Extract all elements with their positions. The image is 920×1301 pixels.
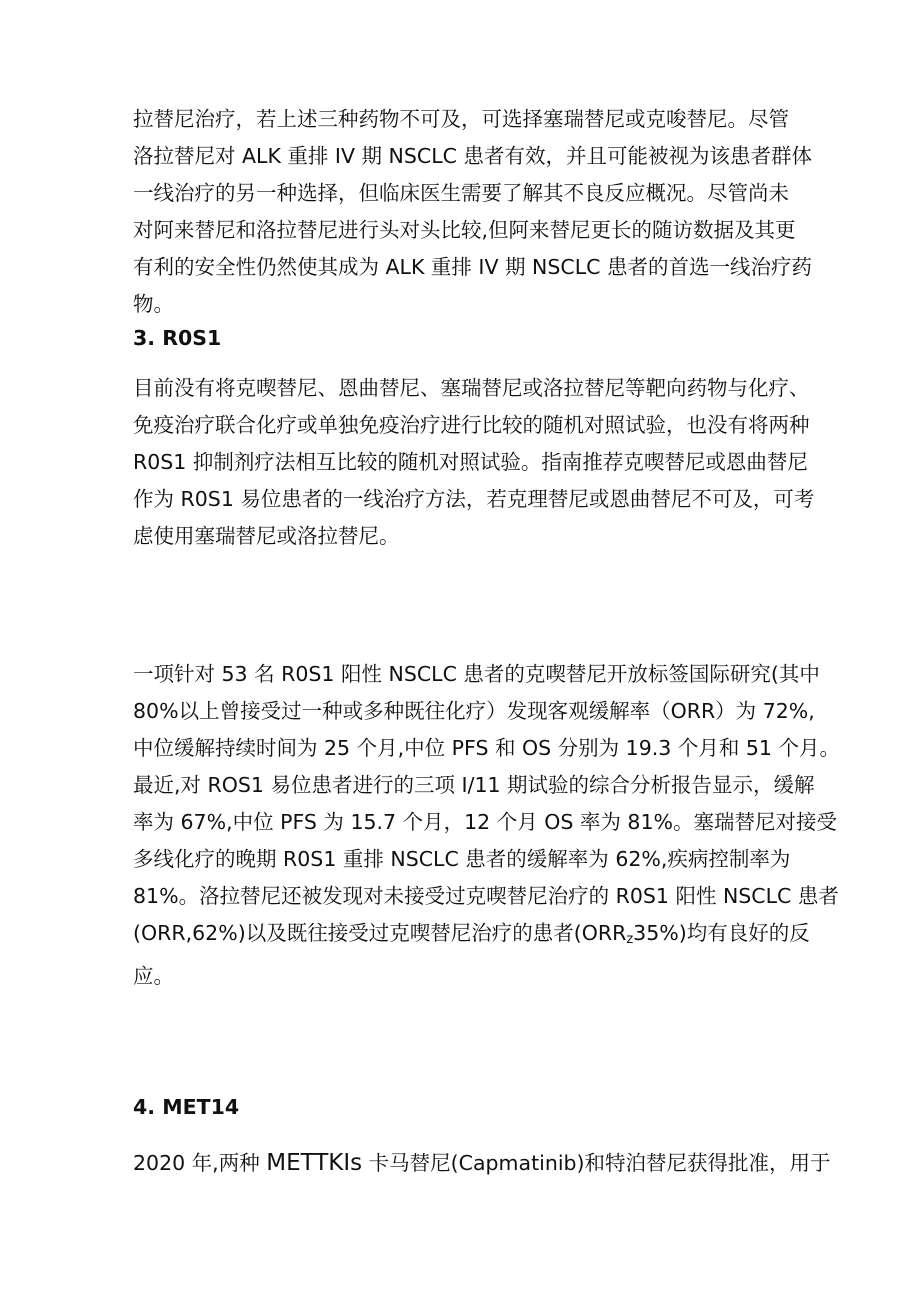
text-line: 作为 R0S1 易位患者的一线治疗方法，若克理替尼或恩曲替尼不可及，可考 [133, 487, 815, 511]
text-line: 对阿来替尼和洛拉替尼进行头对头比较,但阿来替尼更长的随访数据及其更 [133, 218, 796, 242]
paragraph-alk [133, 101, 812, 323]
text-line: 虑使用塞瑞替尼或洛拉替尼。 [133, 524, 400, 548]
text-line: 多线化疗的晚期 R0S1 重排 NSCLC 患者的缓解率为 62%,疾病控制率为 [133, 847, 791, 871]
text-line: 81%。洛拉替尼还被发现对未接受过克喫替尼治疗的 R0S1 阳性 NSCLC 患者 [133, 884, 839, 908]
paragraph-met [133, 1145, 831, 1182]
text-line: 物。 [133, 292, 174, 316]
text-line: 洛拉替尼对 ALK 重排 IV 期 NSCLC 患者有效，并且可能被视为该患者群体 [133, 144, 812, 168]
text-line: 有利的安全性仍然使其成为 ALK 重排 IV 期 NSCLC 患者的首选一线治疗药 [133, 255, 812, 279]
text-line: 拉替尼治疗，若上述三种药物不可及，可选择塞瑞替尼或克唆替尼。尽管 [133, 107, 789, 131]
text-fragment: (ORR,62%)以及既往接受过克喫替尼治疗的患者(ORR [133, 921, 627, 945]
text-line: 应。 [133, 964, 174, 988]
subscript-text: z [626, 932, 634, 947]
heading-text: 4. MET14 [133, 1095, 240, 1119]
text-line [133, 1145, 831, 1182]
text-line: 免疫治疗联合化疗或单独免疫治疗进行比较的随机对照试验，也没有将两种 [133, 413, 810, 437]
text-line: 最近,对 ROS1 易位患者进行的三项 I/11 期试验的综合分析报告显示，缓解 [133, 773, 815, 797]
heading-text: 3. R0S1 [133, 326, 222, 350]
text-fragment-large: METTKIs [266, 1150, 363, 1176]
text-fragment: 卡马替尼(Capmatinib)和特泊替尼获得批准，用于 [362, 1151, 831, 1175]
text-line: 80%以上曾接受过一种或多种既往化疗）发现客观缓解率（ORR）为 72%, [133, 699, 815, 723]
text-line: 率为 67%,中位 PFS 为 15.7 个月，12 个月 OS 率为 81%。塞瑞替尼对接受 [133, 810, 837, 834]
text-fragment: 2020 年,两种 [133, 1151, 267, 1175]
text-line: 中位缓解持续时间为 25 个月,中位 PFS 和 OS 分别为 19.3 个月和 51 个月。 [133, 736, 840, 760]
text-fragment: 35%)均有良好的反 [633, 921, 810, 945]
text-line: R0S1 抑制剂疗法相互比较的随机对照试验。指南推荐克喫替尼或恩曲替尼 [133, 450, 808, 474]
text-line: 一线治疗的另一种选择，但临床医生需要了解其不良反应概况。尽管尚未 [133, 181, 789, 205]
text-line [133, 915, 810, 958]
text-line: 目前没有将克喫替尼、恩曲替尼、塞瑞替尼或洛拉替尼等靶向药物与化疗、 [133, 376, 810, 400]
text-line: 一项针对 53 名 R0S1 阳性 NSCLC 患者的克喫替尼开放标签国际研究(其中 [133, 662, 820, 686]
paragraph-ros1-a [133, 370, 815, 555]
paragraph-ros1-b [133, 656, 840, 995]
section-heading-ros1 [133, 320, 803, 357]
section-heading-met14 [133, 1089, 803, 1126]
